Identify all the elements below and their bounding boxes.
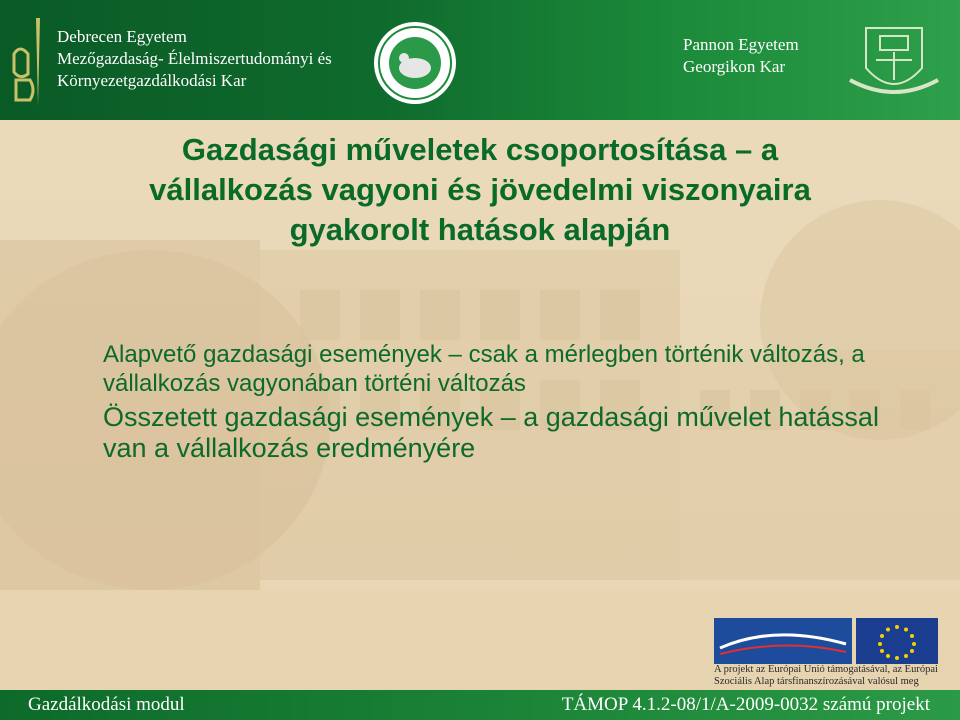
slide-title [40,130,920,250]
university-of-debrecen-logo [6,14,50,110]
uj-magyarorszag-logo [714,618,852,664]
title-line-3: gyakorolt hatások alapján [289,212,671,247]
footer-module-name: Gazdálkodási modul [28,694,185,715]
header-banner [0,0,960,120]
footer-bar [0,690,960,720]
title-line-1: Gazdasági műveletek csoportosítása – a [181,132,779,167]
header-left-line-3: Környezetgazdálkodási Kar [57,71,247,90]
faculty-seal-logo [372,20,458,106]
eu-support-block [714,614,948,690]
header-right-institution [683,34,799,78]
slide-body [103,340,923,468]
header-left-line-1: Debrecen Egyetem [57,27,187,46]
bullet-basic-events: Alapvető gazdasági események – csak a mérlegben történik változás, a vállalkozás vagyonában történi változás [103,341,865,397]
footer-project-id: TÁMOP 4.1.2-08/1/A-2009-0032 számú projekt [561,694,930,715]
eu-flag-icon [856,618,938,664]
pannon-university-logo [846,20,942,104]
bullet-complex-events: Összetett gazdasági események – a gazdasági művelet hatással van a vállalkozás eredményére [103,402,879,463]
eu-support-note: A projekt az Európai Unió támogatásával, az Európai Szociális Alap társfinanszírozásával valósul meg [714,664,938,687]
header-left-line-2: Mezőgazdaság- Élelmiszertudományi és [57,49,332,68]
header-left-institution [57,26,332,92]
header-right-line-1: Pannon Egyetem [683,35,799,54]
title-line-2: vállalkozás vagyoni és jövedelmi viszonyaira [149,172,811,207]
header-right-line-2: Georgikon Kar [683,57,786,76]
